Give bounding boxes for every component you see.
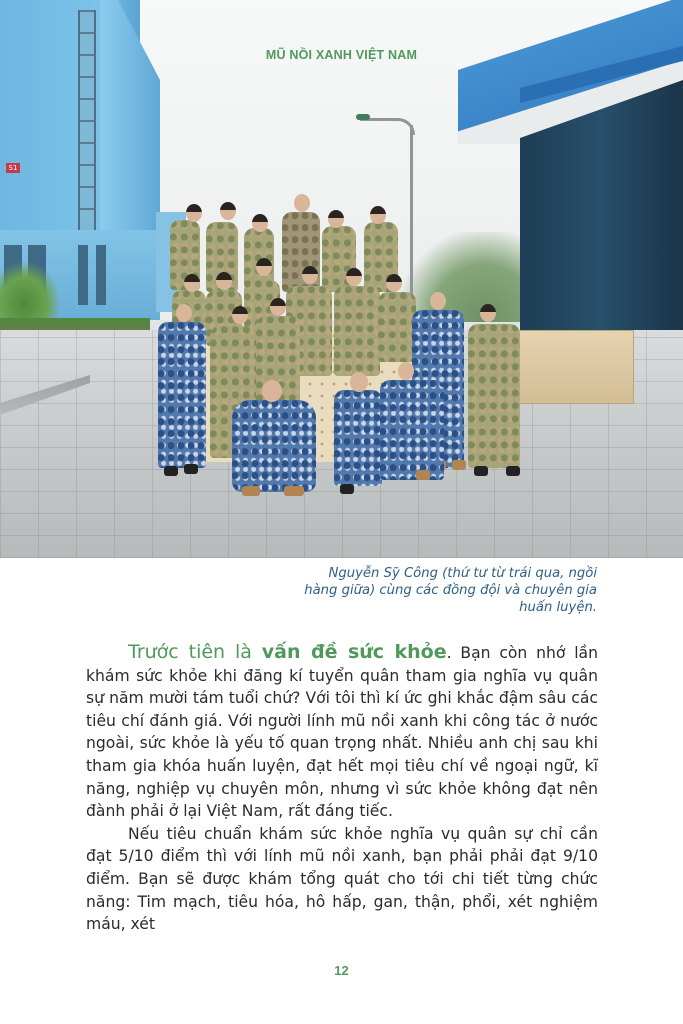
lead-in-text: Trước tiên là xyxy=(128,641,262,663)
street-lamp-head xyxy=(356,114,370,120)
person-navy-crouching xyxy=(380,380,444,480)
person xyxy=(378,292,416,362)
person-head xyxy=(302,266,318,284)
wooden-crate-right xyxy=(512,330,634,404)
boot xyxy=(416,470,430,480)
person xyxy=(468,324,520,468)
photo-caption: Nguyễn Sỹ Công (thứ tư từ trái qua, ngồi hàng giữa) cùng các đồng đội và chuyên gia huấn luyện. xyxy=(304,566,597,615)
boot xyxy=(184,464,198,474)
building-sign: S1 xyxy=(6,163,20,173)
person-head xyxy=(270,298,286,316)
boot xyxy=(340,484,354,494)
left-building-window-grid xyxy=(78,10,96,240)
running-header: MŨ NỒI XANH VIỆT NAM xyxy=(265,48,418,62)
person-head xyxy=(346,268,362,286)
person-head xyxy=(480,304,496,322)
paragraph-text: Nếu tiêu chuẩn khám sức khỏe nghĩa vụ quân sự chỉ cần đạt 5/10 điểm thì với lính mũ nồi xanh, bạn phải phải đạt 9/10 điểm. Bạn sẽ được khám tổng quát cho tới chi tiết từng chức năng: Tim mạch, tiêu hóa, hô hấp, gan, thận, phổi, xét nghiệm máu, xét xyxy=(86,824,598,934)
person-head xyxy=(370,206,386,224)
person-head xyxy=(430,292,446,310)
boot xyxy=(242,486,260,496)
person-head xyxy=(398,362,414,380)
person-navy xyxy=(158,322,206,468)
person-head xyxy=(216,272,232,290)
person-head xyxy=(294,194,310,212)
paragraph xyxy=(86,823,598,936)
boot xyxy=(452,460,466,470)
person-head xyxy=(186,204,202,222)
person xyxy=(244,228,274,288)
boot xyxy=(506,466,520,476)
paragraph-text: . Bạn còn nhớ lần khám sức khỏe khi đăng kí tuyển quân tham gia nghĩa vụ quân sự năm mười tám tuổi chứ? Với tôi thì kí ức ghi khắc đậm sâu các tiêu chí đánh giá. Với người lính mũ nồi xanh khi công tác ở nước ngoài, sức khỏe là yếu tố quan trọng nhất. Nhiều anh chị sau khi tham gia khóa huấn luyện, đạt hết mọi tiêu chí về ngoại ngữ, kĩ năng, nghiệp vụ chuyên môn, nhưng vì sức khỏe không đạt nên đành phải ở lại Việt Nam, rất đáng tiếc. xyxy=(86,644,598,821)
person-head xyxy=(256,258,272,276)
person xyxy=(334,286,380,376)
person-head xyxy=(184,274,200,292)
person-head xyxy=(176,304,192,322)
person-head xyxy=(386,274,402,292)
person-navy-crouching xyxy=(334,390,382,486)
person-head xyxy=(220,202,236,220)
boot xyxy=(164,466,178,476)
boot xyxy=(284,486,304,496)
person-head xyxy=(252,214,268,232)
person-navy-sitting xyxy=(232,400,316,492)
person-head xyxy=(262,380,282,402)
body-text xyxy=(86,641,598,936)
lead-in-emphasis: vấn đề sức khỏe xyxy=(261,641,447,663)
person-head xyxy=(350,372,368,392)
paragraph xyxy=(86,641,598,823)
boot xyxy=(474,466,488,476)
person-head xyxy=(232,306,248,324)
page-number: 12 xyxy=(334,963,349,978)
street-lamp-arm xyxy=(360,118,415,135)
hills xyxy=(400,232,540,322)
person-head xyxy=(328,210,344,228)
